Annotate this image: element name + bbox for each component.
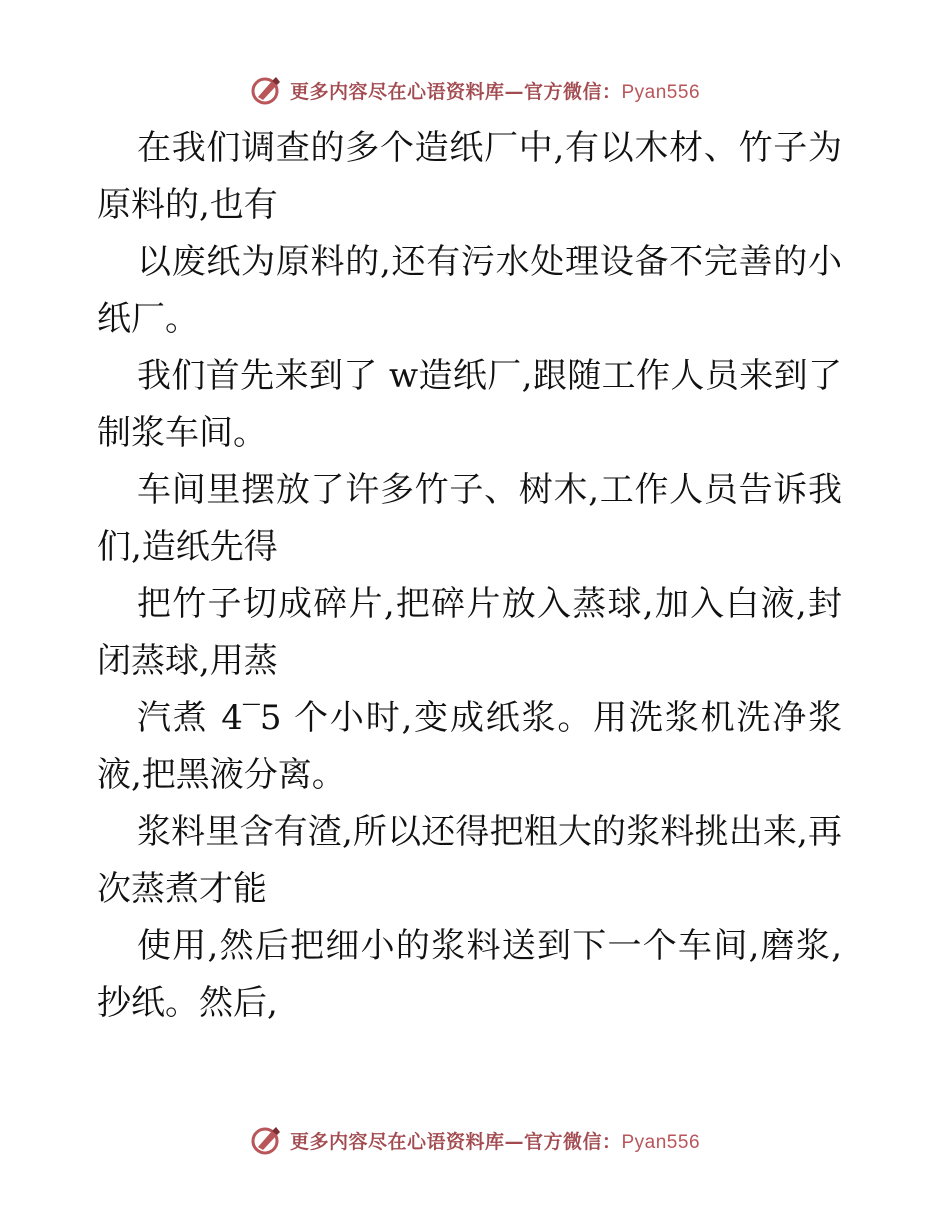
- circle-pen-logo-icon: [250, 73, 284, 107]
- paragraph: 浆料里含有渣,所以还得把粗大的浆料挑出来,再次蒸煮才能: [97, 812, 842, 909]
- paragraph: 汽煮 4‾5 个小时,变成纸浆。用洗浆机洗净浆液,把黑液分离。: [97, 698, 842, 795]
- paragraph: 车间里摆放了许多竹子、树木,工作人员告诉我们,造纸先得: [97, 470, 842, 567]
- header-wechat-id: Pyan556: [621, 81, 701, 103]
- header-banner-text: 更多内容尽在心语资料库—官方微信：Pyan556: [289, 80, 701, 103]
- footer-banner-text: 更多内容尽在心语资料库—官方微信：Pyan556: [289, 1130, 701, 1153]
- header-banner: [0, 70, 950, 110]
- paragraph: 把竹子切成碎片,把碎片放入蒸球,加入白液,封闭蒸球,用蒸: [97, 584, 842, 681]
- circle-pen-logo-icon: [250, 1123, 284, 1157]
- paragraph: 使用,然后把细小的浆料送到下一个车间,磨浆,抄纸。然后,: [97, 926, 842, 1023]
- footer-banner: [0, 1120, 950, 1160]
- document-body: [97, 120, 842, 1032]
- paragraph: 我们首先来到了 w造纸厂,跟随工作人员来到了制浆车间。: [97, 356, 842, 453]
- footer-wechat-id: Pyan556: [621, 1131, 701, 1153]
- paragraph: 在我们调查的多个造纸厂中,有以木材、竹子为原料的,也有: [97, 128, 842, 225]
- paragraph: 以废纸为原料的,还有污水处理设备不完善的小纸厂。: [97, 242, 842, 339]
